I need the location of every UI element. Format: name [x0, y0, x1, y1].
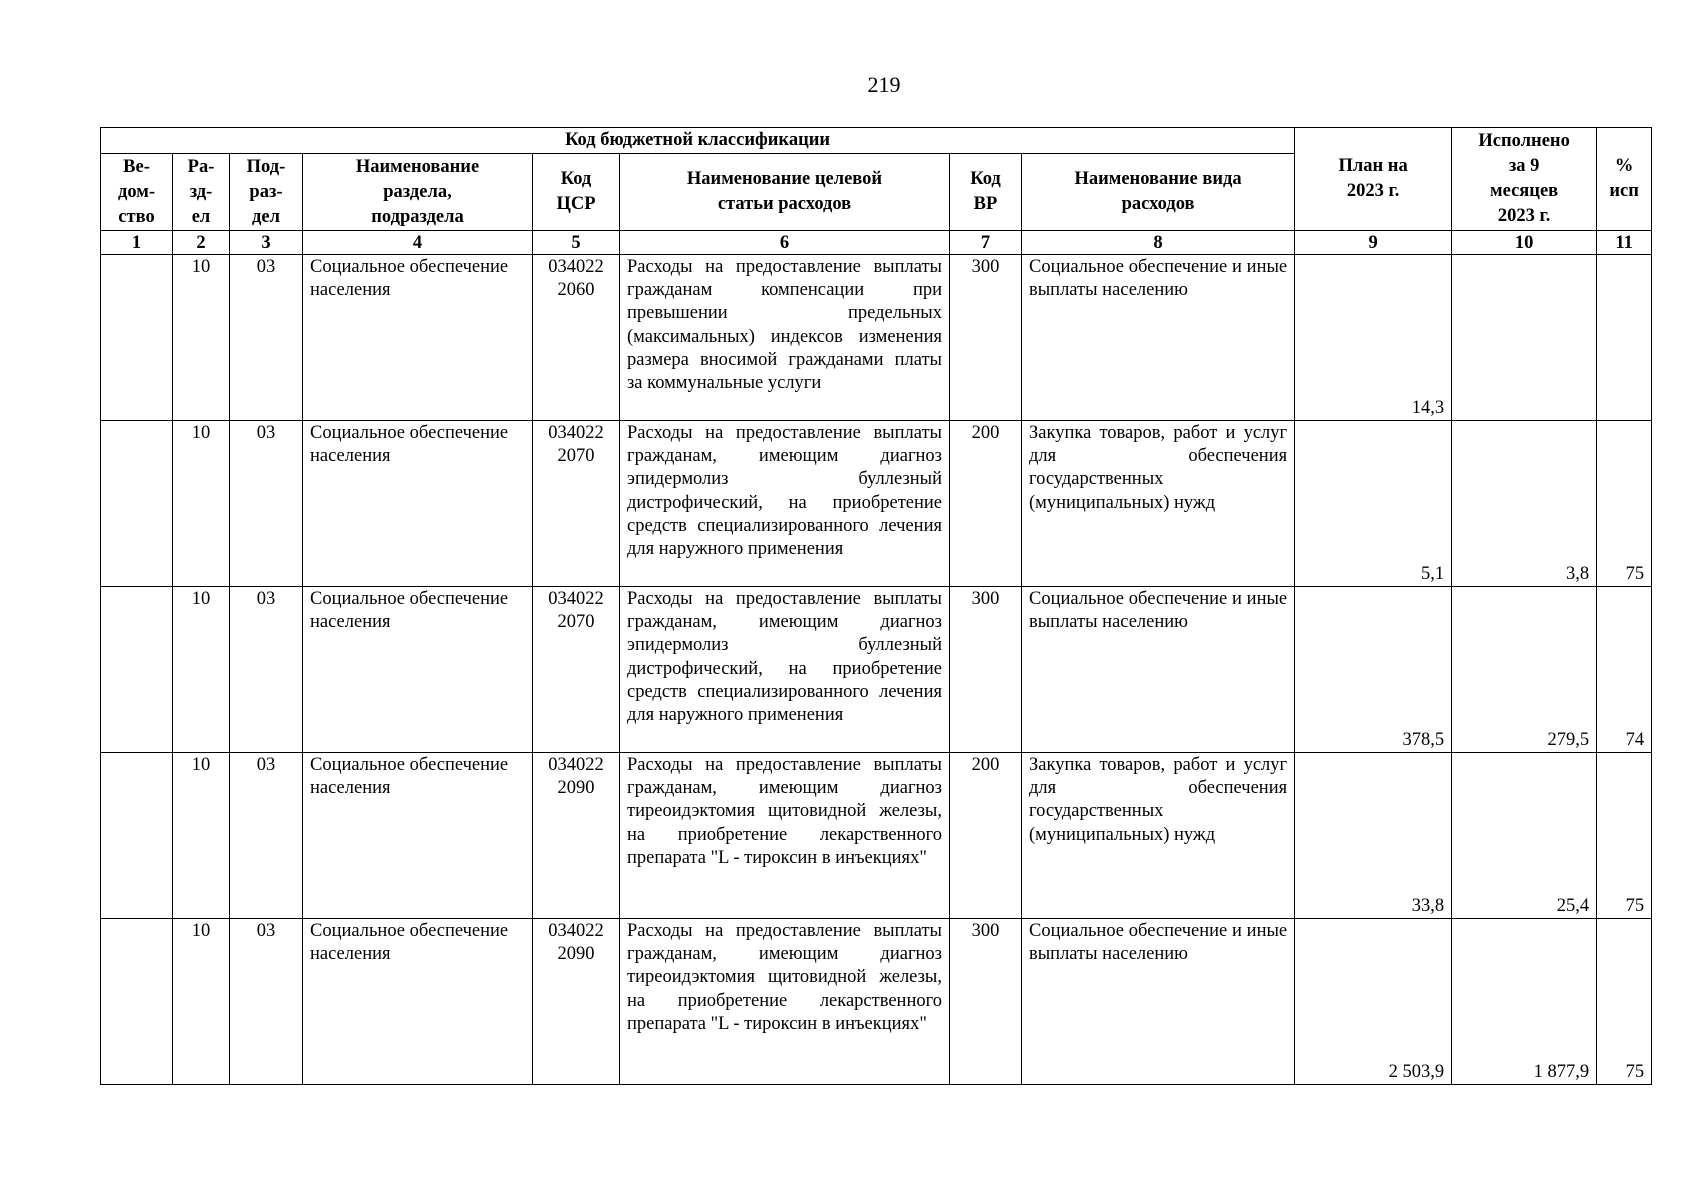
cell-podrazdel: 03 [230, 421, 303, 587]
cell-vedomstvo [101, 919, 173, 1085]
cell-csr: 034022 2090 [533, 919, 620, 1085]
cell-executed: 25,4 [1452, 753, 1597, 919]
cell-percent [1597, 255, 1652, 421]
column-header-label: План на 2023 г. [1338, 156, 1408, 201]
cell-vr-name: Социальное обеспечение и иные выплаты населению [1022, 919, 1295, 1085]
column-header-label: % исп [1609, 156, 1639, 201]
cell-percent: 74 [1597, 587, 1652, 753]
cell-csr: 034022 2090 [533, 753, 620, 919]
column-header-label: Ве- дом- ство [117, 156, 156, 227]
table-row [101, 421, 1652, 587]
column-number: 8 [1022, 231, 1295, 255]
column-number: 11 [1597, 231, 1652, 255]
column-header-executed [1452, 128, 1597, 231]
cell-plan: 33,8 [1295, 753, 1452, 919]
column-header-target-name [620, 154, 950, 231]
column-header-percent [1597, 128, 1652, 231]
cell-razdel-name: Социальное обеспечение населения [303, 255, 533, 421]
cell-razdel: 10 [173, 255, 230, 421]
cell-target-name: Расходы на предоставление выплаты гражданам компенсации при превышении предельных (максимальных) индексов изменения размера вносимой гражданами платы за коммунальные услуги [620, 255, 950, 421]
column-header-label: Под- раз- дел [246, 156, 286, 227]
cell-razdel: 10 [173, 421, 230, 587]
column-number: 10 [1452, 231, 1597, 255]
cell-razdel: 10 [173, 587, 230, 753]
cell-razdel: 10 [173, 919, 230, 1085]
column-header-razdel [173, 154, 230, 231]
cell-vedomstvo [101, 421, 173, 587]
cell-plan: 5,1 [1295, 421, 1452, 587]
column-number: 5 [533, 231, 620, 255]
cell-vr: 200 [950, 753, 1022, 919]
column-number: 2 [173, 231, 230, 255]
cell-target-name: Расходы на предоставление выплаты гражданам, имеющим диагноз эпидермолиз буллезный дистрофический, на приобретение средств специализированного лечения для наружного применения [620, 421, 950, 587]
column-number: 9 [1295, 231, 1452, 255]
cell-plan: 14,3 [1295, 255, 1452, 421]
cell-plan: 2 503,9 [1295, 919, 1452, 1085]
cell-podrazdel: 03 [230, 753, 303, 919]
column-header-podrazdel [230, 154, 303, 231]
cell-executed: 3,8 [1452, 421, 1597, 587]
cell-vr-name: Социальное обеспечение и иные выплаты населению [1022, 255, 1295, 421]
cell-vedomstvo [101, 255, 173, 421]
cell-vedomstvo [101, 587, 173, 753]
cell-vr: 300 [950, 919, 1022, 1085]
cell-razdel: 10 [173, 753, 230, 919]
budget-table [100, 127, 1652, 1085]
column-header-plan [1295, 128, 1452, 231]
cell-csr: 034022 2060 [533, 255, 620, 421]
cell-vr: 300 [950, 255, 1022, 421]
cell-vr-name: Закупка товаров, работ и услуг для обеспечения государственных (муниципальных) нужд [1022, 753, 1295, 919]
column-header-razdel-name [303, 154, 533, 231]
column-number: 3 [230, 231, 303, 255]
cell-podrazdel: 03 [230, 919, 303, 1085]
cell-vr-name: Закупка товаров, работ и услуг для обеспечения государственных (муниципальных) нужд [1022, 421, 1295, 587]
column-header-label: Наименование вида расходов [1074, 169, 1242, 214]
cell-vr-name: Социальное обеспечение и иные выплаты населению [1022, 587, 1295, 753]
cell-percent: 75 [1597, 753, 1652, 919]
cell-executed: 279,5 [1452, 587, 1597, 753]
column-header-vr [950, 154, 1022, 231]
column-header-label: Наименование раздела, подраздела [355, 156, 480, 227]
column-number: 1 [101, 231, 173, 255]
column-number: 7 [950, 231, 1022, 255]
table-row [101, 919, 1652, 1085]
cell-vedomstvo [101, 753, 173, 919]
cell-razdel-name: Социальное обеспечение населения [303, 919, 533, 1085]
cell-percent: 75 [1597, 919, 1652, 1085]
cell-razdel-name: Социальное обеспечение населения [303, 421, 533, 587]
cell-razdel-name: Социальное обеспечение населения [303, 587, 533, 753]
cell-razdel-name: Социальное обеспечение населения [303, 753, 533, 919]
cell-target-name: Расходы на предоставление выплаты гражданам, имеющим диагноз эпидермолиз буллезный дистрофический, на приобретение средств специализированного лечения для наружного применения [620, 587, 950, 753]
table-row [101, 753, 1652, 919]
column-header-vr-name [1022, 154, 1295, 231]
cell-vr: 200 [950, 421, 1022, 587]
column-header-label: Исполнено за 9 месяцев 2023 г. [1478, 131, 1570, 226]
column-header-label: Ра- зд- ел [187, 156, 215, 227]
column-numbers-row [101, 231, 1652, 255]
table-row [101, 587, 1652, 753]
cell-podrazdel: 03 [230, 255, 303, 421]
column-number: 4 [303, 231, 533, 255]
cell-plan: 378,5 [1295, 587, 1452, 753]
column-header-label: Код ЦСР [556, 169, 596, 214]
budget-classification-header: Код бюджетной классификации [101, 128, 1295, 154]
column-number: 6 [620, 231, 950, 255]
cell-target-name: Расходы на предоставление выплаты гражданам, имеющим диагноз тиреоидэктомия щитовидной железы, на приобретение лекарственного препарата "L - тироксин в инъекциях" [620, 919, 950, 1085]
column-header-vedomstvo [101, 154, 173, 231]
page-number: 219 [867, 72, 901, 97]
cell-executed: 1 877,9 [1452, 919, 1597, 1085]
cell-podrazdel: 03 [230, 587, 303, 753]
column-header-csr [533, 154, 620, 231]
column-header-label: Наименование целевой статьи расходов [686, 169, 883, 214]
cell-percent: 75 [1597, 421, 1652, 587]
cell-csr: 034022 2070 [533, 587, 620, 753]
cell-executed [1452, 255, 1597, 421]
cell-csr: 034022 2070 [533, 421, 620, 587]
column-header-label: Код ВР [970, 169, 1001, 214]
cell-vr: 300 [950, 587, 1022, 753]
table-row [101, 255, 1652, 421]
cell-target-name: Расходы на предоставление выплаты гражданам, имеющим диагноз тиреоидэктомия щитовидной железы, на приобретение лекарственного препарата "L - тироксин в инъекциях" [620, 753, 950, 919]
